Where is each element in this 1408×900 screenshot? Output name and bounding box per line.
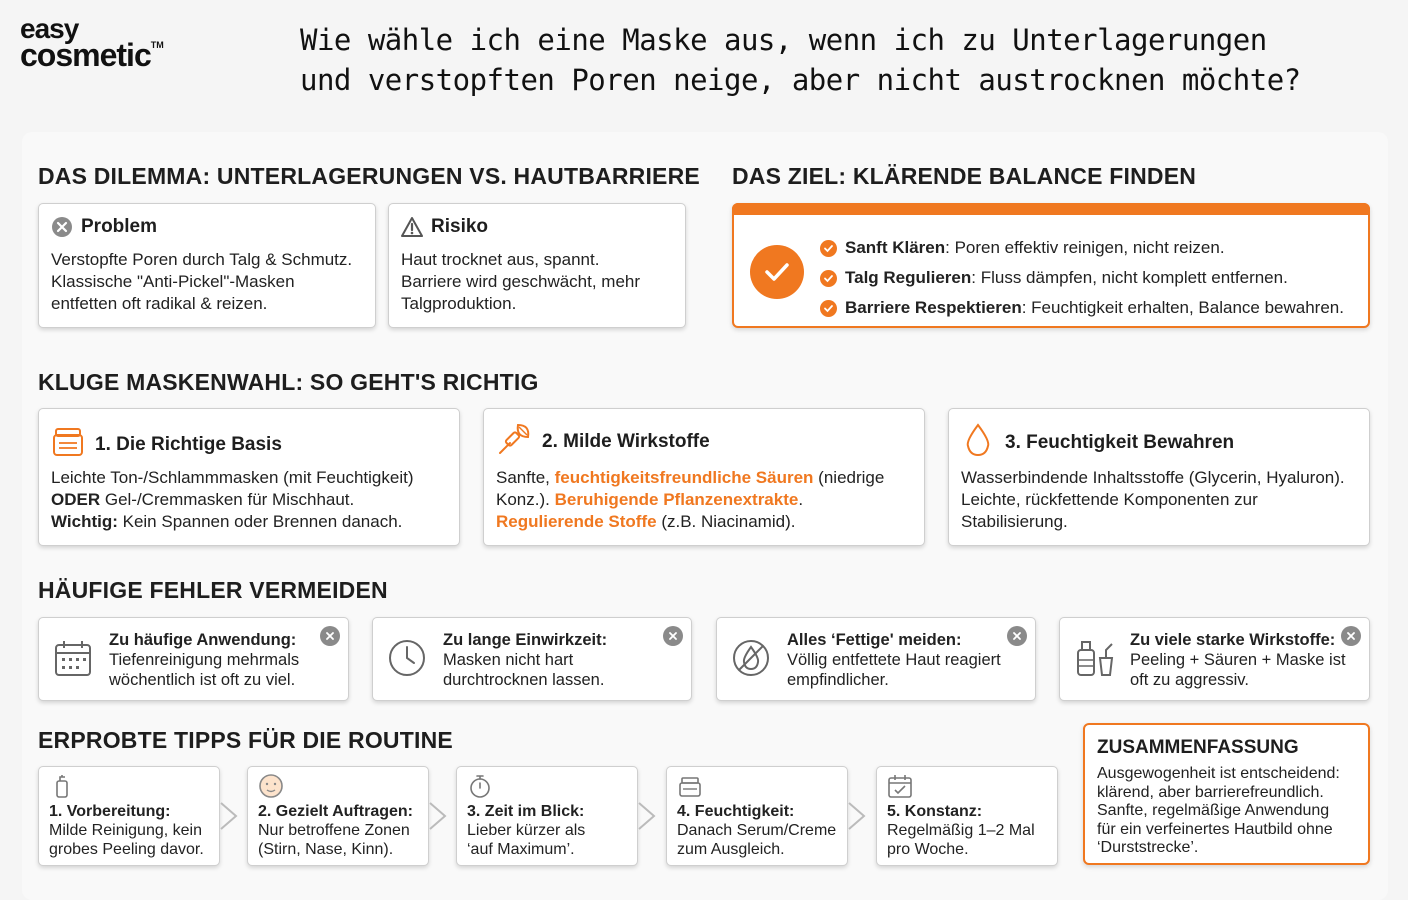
actives-text-5: (z.B. Niacinamid). <box>656 512 796 531</box>
goal-heading: DAS ZIEL: KLÄRENDE BALANCE FINDEN <box>732 163 1197 189</box>
droplet-icon <box>963 423 993 463</box>
tips-heading: ERPROBTE TIPPS FÜR DIE ROUTINE <box>38 727 453 753</box>
summary-card <box>1083 723 1370 865</box>
tip-line-1: Regelmäßig 1–2 Mal <box>887 822 1035 839</box>
basis-card <box>38 408 460 546</box>
goal-item-text: : Feuchtigkeit erhalten, Balance bewahren. <box>1021 298 1344 317</box>
risk-card <box>388 203 686 328</box>
mistake-card <box>372 617 692 701</box>
tip-line-1: Milde Reinigung, kein <box>49 822 202 839</box>
clock-icon <box>387 638 427 678</box>
check-icon <box>820 300 837 317</box>
mistake-card <box>716 617 1036 701</box>
big-check-icon <box>750 245 804 299</box>
problem-line-2: Klassische "Anti-Pickel"-Masken <box>51 272 295 291</box>
actives-title: 2. Milde Wirkstoffe <box>542 431 710 452</box>
moisture-line-3: Stabilisierung. <box>961 512 1068 531</box>
logo-line-2: cosmetic <box>20 37 151 74</box>
tip-card <box>38 766 220 866</box>
summary-line-5: ‘Durststrecke’. <box>1097 839 1199 856</box>
problem-card <box>38 203 376 328</box>
cream-jar-icon <box>677 773 703 799</box>
page-title-line-1: Wie wähle ich eine Maske aus, wenn ich zu Unterlagerungen <box>300 23 1267 57</box>
mistake-card <box>1059 617 1370 701</box>
calendar-icon <box>53 638 93 678</box>
check-icon <box>820 270 837 287</box>
tip-line-1: Lieber kürzer als <box>467 822 586 839</box>
chevron-right-icon <box>219 801 239 831</box>
tip-line-2: pro Woche. <box>887 841 969 858</box>
goal-card <box>732 203 1370 328</box>
summary-line-3: Sanfte, regelmäßige Anwendung <box>1097 802 1330 819</box>
chevron-right-icon <box>847 801 867 831</box>
calendar-check-icon <box>887 773 913 799</box>
tip-title: 2. Gezielt Auftragen: <box>258 803 413 820</box>
moisture-title: 3. Feuchtigkeit Bewahren <box>1005 432 1235 453</box>
no-oil-icon <box>731 638 771 678</box>
summary-line-4: für ein verfeinertes Hautbild ohne <box>1097 820 1333 838</box>
problem-title: Problem <box>81 216 158 237</box>
mistake-line-2: oft zu aggressiv. <box>1130 671 1249 689</box>
mistake-line-2: durchtrocknen lassen. <box>443 671 605 689</box>
mistakes-heading: HÄUFIGE FEHLER VERMEIDEN <box>38 577 388 603</box>
chevron-right-icon <box>637 801 657 831</box>
close-icon <box>320 626 340 646</box>
risk-line-2: Barriere wird geschwächt, mehr <box>401 272 641 291</box>
actives-highlight-regulating: Regulierende Stoffe <box>496 512 657 531</box>
goal-item <box>820 293 1344 323</box>
cleanser-bottle-icon <box>49 773 75 799</box>
summary-line-2: klärend, aber barrierefreundlich. <box>1097 783 1324 801</box>
summary-line-1: Ausgewogenheit ist entscheidend: <box>1097 765 1340 782</box>
brand-logo <box>20 13 190 74</box>
risk-line-1: Haut trocknet aus, spannt. <box>401 250 600 269</box>
goal-item-bold: Sanft Klären <box>845 238 946 257</box>
actives-text-3: Konz.). <box>496 490 555 509</box>
dilemma-heading: DAS DILEMMA: UNTERLAGERUNGEN VS. HAUTBARRIERE <box>38 163 700 189</box>
mistake-line-2: wöchentlich ist oft zu viel. <box>109 671 296 689</box>
jar-icon <box>51 425 85 465</box>
mistake-line-1: Masken nicht hart <box>443 651 574 669</box>
basis-important: Wichtig: <box>51 512 118 531</box>
goal-item-bold: Talg Regulieren <box>845 268 972 287</box>
mistake-title: Zu viele starke Wirkstoffe: <box>1130 631 1336 649</box>
check-icon <box>820 240 837 257</box>
warning-icon <box>401 216 423 238</box>
tip-card <box>456 766 638 866</box>
close-icon <box>1341 626 1361 646</box>
mistake-title: Zu lange Einwirkzeit: <box>443 631 608 649</box>
moisture-line-2: Leichte, rückfettende Komponenten zur <box>961 490 1258 509</box>
risk-line-3: Talgproduktion. <box>401 294 517 313</box>
tip-title: 4. Feuchtigkeit: <box>677 803 795 820</box>
mistake-card <box>38 617 349 701</box>
goal-item-text: : Fluss dämpfen, nicht komplett entfernen. <box>971 268 1288 287</box>
tip-line-2: ‘auf Maximum’. <box>467 841 575 858</box>
goal-item <box>820 233 1344 263</box>
bottles-icon <box>1074 638 1114 678</box>
problem-line-3: entfetten oft radikal & reizen. <box>51 294 268 313</box>
dropper-leaf-icon <box>496 421 532 463</box>
close-icon <box>663 626 683 646</box>
goal-accent-bar <box>732 203 1370 215</box>
stopwatch-icon <box>467 773 493 799</box>
basis-title: 1. Die Richtige Basis <box>95 434 282 455</box>
moisture-card <box>948 408 1370 546</box>
actives-text-1: Sanfte, <box>496 468 555 487</box>
actives-text-2: (niedrige <box>813 468 885 487</box>
tip-line-1: Danach Serum/Creme <box>677 822 837 839</box>
close-icon <box>1007 626 1027 646</box>
actives-text-4: . <box>798 490 804 509</box>
chevron-right-icon <box>428 801 448 831</box>
actives-highlight-acids: feuchtigkeitsfreundliche Säuren <box>554 468 814 487</box>
summary-heading: ZUSAMMENFASSUNG <box>1097 737 1299 758</box>
actives-card <box>483 408 925 546</box>
tip-line-2: (Stirn, Nase, Kinn). <box>258 841 394 858</box>
mistake-title: Alles ‘Fettige' meiden: <box>787 631 962 649</box>
logo-line-1: easy <box>20 13 79 44</box>
tip-card <box>876 766 1058 866</box>
page-title <box>300 20 1380 100</box>
face-icon <box>258 773 284 799</box>
page-title-line-2: und verstopften Poren neige, aber nicht austrocknen möchte? <box>300 63 1301 97</box>
basis-line-1: Leichte Ton-/Schlammmasken (mit Feuchtigkeit) <box>51 468 414 487</box>
mistake-line-2: empfindlicher. <box>787 671 889 689</box>
mistake-line-1: Tiefenreinigung mehrmals <box>109 651 300 669</box>
mistake-title: Zu häufige Anwendung: <box>109 631 297 649</box>
moisture-line-1: Wasserbindende Inhaltsstoffe (Glycerin, Hyaluron). <box>961 468 1345 487</box>
mistake-line-1: Völlig entfettete Haut reagiert <box>787 651 1001 669</box>
goal-item-text: : Poren effektiv reinigen, nicht reizen. <box>945 238 1225 257</box>
tip-card <box>666 766 848 866</box>
tip-card <box>247 766 429 866</box>
tip-title: 1. Vorbereitung: <box>49 803 171 820</box>
logo-trademark: TM <box>150 40 164 51</box>
goal-item <box>820 263 1344 293</box>
tip-title: 5. Konstanz: <box>887 803 983 820</box>
basis-line-2: Gel-/Cremmasken für Mischhaut. <box>100 490 355 509</box>
mistake-line-1: Peeling + Säuren + Maske ist <box>1130 651 1346 669</box>
problem-line-1: Verstopfte Poren durch Talg & Schmutz. <box>51 250 353 269</box>
tip-line-2: zum Ausgleich. <box>677 841 785 858</box>
basis-line-3: Kein Spannen oder Brennen danach. <box>117 512 403 531</box>
tip-line-1: Nur betroffene Zonen <box>258 822 410 839</box>
actives-highlight-plants: Beruhigende Pflanzenextrakte <box>554 490 799 509</box>
close-circle-icon <box>51 216 73 238</box>
tip-line-2: grobes Peeling davor. <box>49 841 204 858</box>
tip-title: 3. Zeit im Blick: <box>467 803 585 820</box>
risk-title: Risiko <box>431 216 489 237</box>
basis-or: ODER <box>51 490 101 509</box>
choice-heading: KLUGE MASKENWAHL: SO GEHT'S RICHTIG <box>38 369 539 395</box>
goal-item-bold: Barriere Respektieren <box>845 298 1022 317</box>
